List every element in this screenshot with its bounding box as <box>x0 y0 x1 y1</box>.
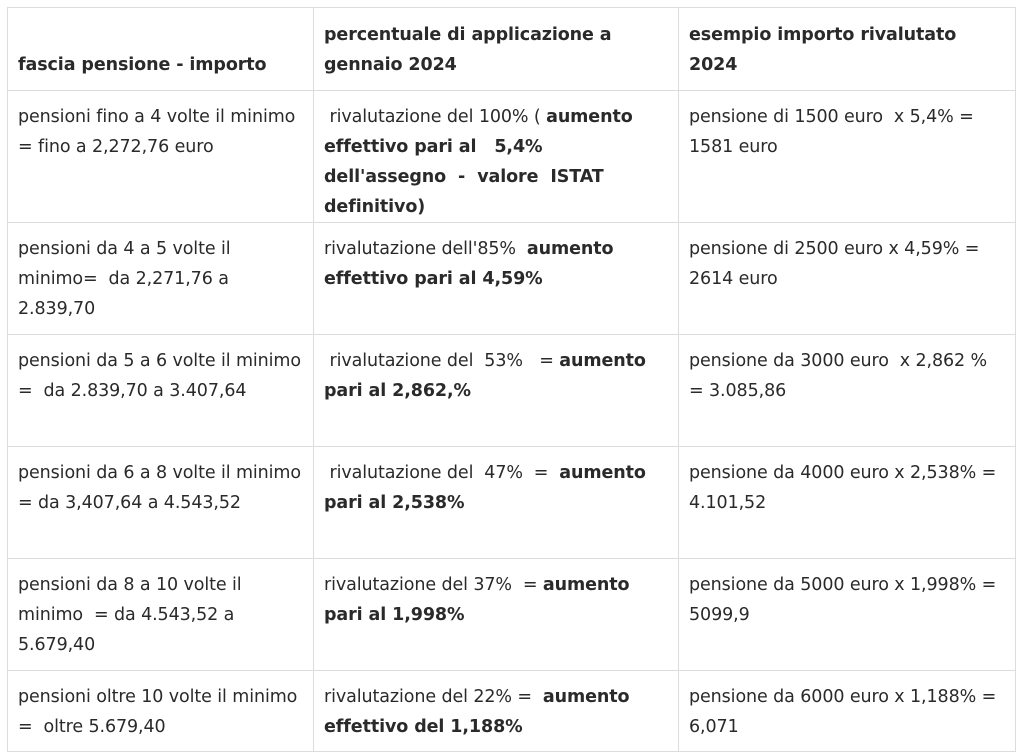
percentuale-highlight: aumento effettivo del 1,188% <box>324 687 636 737</box>
percentuale-highlight: aumento pari al 1,998% <box>324 575 636 625</box>
cell-fascia: pensioni fino a 4 volte il minimo = fino a 2,272,76 euro <box>8 91 314 223</box>
percentuale-text: rivalutazione del 100% ( <box>324 107 547 127</box>
cell-esempio: pensione da 3000 euro x 2,862 % = 3.085,86 <box>679 335 1016 447</box>
cell-fascia: pensioni da 8 a 10 volte il minimo = da 4.543,52 a 5.679,40 <box>8 559 314 671</box>
table-header-row <box>8 8 1016 91</box>
table-row <box>8 223 1016 335</box>
pension-revaluation-table-container <box>7 7 1015 737</box>
cell-esempio: pensione da 6000 euro x 1,188% = 6,071 <box>679 671 1016 752</box>
cell-fascia: pensioni da 4 a 5 volte il minimo= da 2,271,76 a 2.839,70 <box>8 223 314 335</box>
cell-percentuale <box>314 671 679 752</box>
table-row <box>8 335 1016 447</box>
cell-percentuale <box>314 91 679 223</box>
cell-percentuale <box>314 335 679 447</box>
cell-fascia: pensioni oltre 10 volte il minimo = oltre 5.679,40 <box>8 671 314 752</box>
percentuale-text: rivalutazione dell'85% <box>324 239 527 259</box>
table-row <box>8 447 1016 559</box>
percentuale-highlight: aumento pari al 2,862,% <box>324 351 652 401</box>
header-fascia: fascia pensione - importo <box>8 8 314 91</box>
header-esempio: esempio importo rivalutato 2024 <box>679 8 1016 91</box>
pension-revaluation-table <box>7 7 1016 752</box>
percentuale-text: rivalutazione del 53% = <box>324 351 560 371</box>
cell-esempio: pensione di 1500 euro x 5,4% = 1581 euro <box>679 91 1016 223</box>
cell-fascia: pensioni da 5 a 6 volte il minimo = da 2.839,70 a 3.407,64 <box>8 335 314 447</box>
cell-esempio: pensione da 5000 euro x 1,998% = 5099,9 <box>679 559 1016 671</box>
cell-esempio: pensione di 2500 euro x 4,59% = 2614 euro <box>679 223 1016 335</box>
cell-percentuale <box>314 559 679 671</box>
table-row <box>8 91 1016 223</box>
cell-fascia: pensioni da 6 a 8 volte il minimo = da 3,407,64 a 4.543,52 <box>8 447 314 559</box>
percentuale-text: rivalutazione del 22% = <box>324 687 543 707</box>
table-row <box>8 559 1016 671</box>
percentuale-highlight: aumento effettivo pari al 4,59% <box>324 239 626 289</box>
table-row <box>8 671 1016 752</box>
header-percentuale: percentuale di applicazione a gennaio 2024 <box>314 8 679 91</box>
percentuale-highlight: aumento effettivo pari al 5,4% dell'assegno - valore ISTAT definitivo) <box>324 107 639 217</box>
percentuale-text: rivalutazione del 47% = <box>324 463 560 483</box>
percentuale-text: rivalutazione del 37% = <box>324 575 543 595</box>
percentuale-highlight: aumento pari al 2,538% <box>324 463 652 513</box>
cell-percentuale <box>314 447 679 559</box>
cell-percentuale <box>314 223 679 335</box>
cell-esempio: pensione da 4000 euro x 2,538% = 4.101,52 <box>679 447 1016 559</box>
